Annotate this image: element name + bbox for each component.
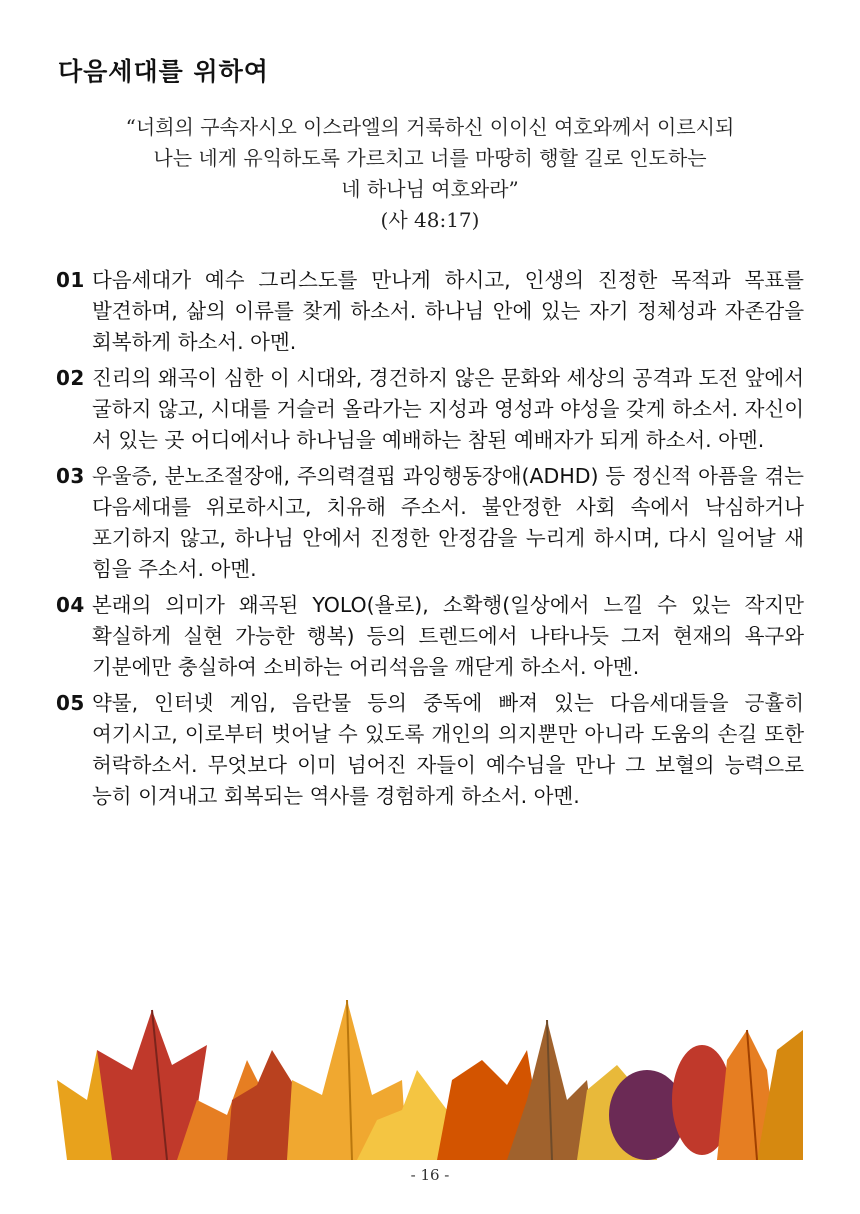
prayer-item — [56, 688, 804, 812]
verse-line: “너희의 구속자시오 이스라엘의 거룩하신 이이신 여호와께서 이르시되 — [125, 115, 735, 139]
prayer-item — [56, 265, 804, 358]
prayer-number: 01 — [56, 268, 85, 292]
prayer-text: 다음세대가 예수 그리스도를 만나게 하시고, 인생의 진정한 목적과 목표를 발견하며, 삶의 이류를 찾게 하소서. 하나님 안에 있는 자기 정체성과 자존감을 회복하게 하소서. 아멘. — [92, 268, 804, 354]
page-title: 다음세대를 위하여 — [58, 57, 269, 86]
verse-line: 네 하나님 여호와라” — [341, 177, 519, 201]
page-number: - 16 - — [410, 1166, 450, 1184]
prayer-number: 04 — [56, 593, 85, 617]
prayer-text: 본래의 의미가 왜곡된 YOLO(욜로), 소확행(일상에서 느낄 수 있는 작지만 확실하게 실현 가능한 행복) 등의 트렌드에서 나타나듯 그저 현재의 욕구와 기분에만 충실하여 소비하는 어리석음을 깨닫게 하소서. 아멘. — [92, 593, 804, 679]
prayer-text: 진리의 왜곡이 심한 이 시대와, 경건하지 않은 문화와 세상의 공격과 도전 앞에서 굴하지 않고, 시대를 거슬러 올라가는 지성과 영성과 야성을 갖게 하소서. 자신이 서 있는 곳 어디에서나 하나님을 예배하는 참된 예배자가 되게 하소서. 아멘. — [92, 366, 804, 452]
verse-line: 나는 네게 유익하도록 가르치고 너를 마땅히 행할 길로 인도하는 — [153, 146, 707, 170]
leaf-icon — [57, 1000, 803, 1160]
prayer-text: 우울증, 분노조절장애, 주의력결핍 과잉행동장애(ADHD) 등 정신적 아픔을 겪는 다음세대를 위로하시고, 치유해 주소서. 불안정한 사회 속에서 낙심하거나 포기하지 않고, 하나님 안에서 진정한 안정감을 누리게 하시며, 다시 일어날 새 힘을 주소서. 아멘. — [92, 464, 804, 581]
prayer-number: 02 — [56, 366, 85, 390]
scripture-quote — [60, 112, 800, 236]
prayer-item — [56, 363, 804, 456]
prayer-number: 05 — [56, 691, 85, 715]
verse-reference: (사 48:17) — [380, 208, 480, 232]
prayer-list — [56, 265, 804, 817]
prayer-item — [56, 461, 804, 585]
autumn-leaves-illustration — [57, 990, 803, 1160]
prayer-text: 약물, 인터넷 게임, 음란물 등의 중독에 빠져 있는 다음세대들을 긍휼히 여기시고, 이로부터 벗어날 수 있도록 개인의 의지뿐만 아니라 도움의 손길 또한 허락하소서. 무엇보다 이미 넘어진 자들이 예수님을 만나 그 보혈의 능력으로 능히 이겨내고 회복되는 역사를 경험하게 하소서. 아멘. — [92, 691, 804, 808]
prayer-number: 03 — [56, 464, 85, 488]
prayer-item — [56, 590, 804, 683]
